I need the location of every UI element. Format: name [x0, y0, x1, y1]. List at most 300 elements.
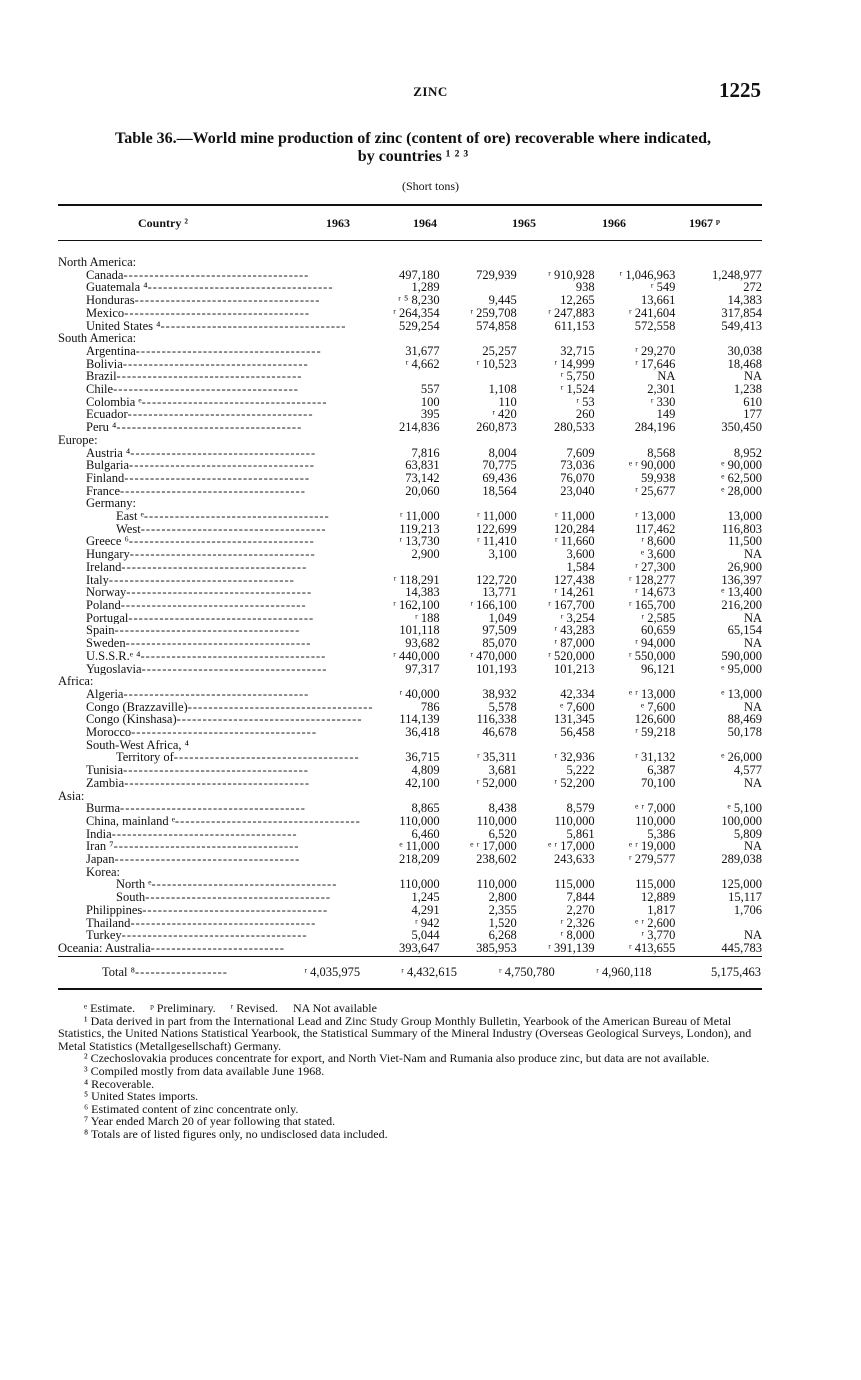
value-1964: ʳ 420: [492, 407, 517, 422]
country-name: Mexico: [86, 306, 125, 320]
country-name: France: [86, 484, 121, 498]
country-name: Italy: [86, 573, 109, 587]
value-1967: 1,706: [733, 902, 762, 917]
table-row: [58, 485, 762, 498]
value-1966: 5,386: [647, 826, 676, 841]
country-name: Norway: [86, 586, 127, 599]
value-1966: ʳ 94,000: [635, 636, 676, 651]
value-1967: 65,154: [727, 623, 762, 638]
value-1966: ʳ 14,673: [635, 585, 676, 600]
leader-dots: ------------------------------------: [114, 624, 301, 638]
value-1966: ᵉ ʳ 13,000: [628, 686, 676, 701]
value-1967: NA: [743, 547, 762, 562]
footnotes: [58, 1002, 766, 1141]
value-1966: 96,121: [641, 661, 676, 676]
table-row: [58, 561, 762, 574]
value-1967: NA: [743, 610, 762, 625]
table-row: [58, 650, 762, 663]
value-1966: ʳ 128,277: [628, 572, 676, 587]
country-cell: [58, 663, 374, 676]
value-1967: ᵉ 26,000: [721, 750, 762, 765]
value-1965: ʳ 87,000: [554, 636, 595, 651]
leader-dots: ------------------------------------: [123, 764, 309, 777]
table-row: [58, 675, 762, 688]
value-1964: ᵉ ʳ 17,000: [470, 839, 517, 854]
value-1967: 26,900: [727, 559, 762, 574]
value-1963: ᵉ 11,000: [399, 839, 440, 854]
value-1966: ʳ 59,218: [635, 725, 676, 740]
value-1965: 8,579: [566, 801, 595, 816]
country-cell: [58, 383, 374, 396]
country-cell: [58, 828, 374, 841]
table-title-line2: by countries ¹ ² ³: [357, 148, 469, 165]
leader-dots: ------------------------------------: [120, 484, 306, 498]
country-cell: [58, 459, 374, 472]
table-title: [58, 130, 768, 166]
value-1964: 5,578: [488, 699, 517, 714]
value-1965: 5,222: [566, 763, 595, 778]
country-cell: [58, 599, 374, 612]
value-1963: 31,677: [405, 343, 440, 358]
leader-dots: ------------------------------------: [129, 459, 315, 472]
country-name: Austria ⁴: [86, 446, 131, 460]
value-1963: 214,836: [398, 420, 440, 435]
value-1966: 572,558: [634, 318, 676, 333]
value-1963: [374, 561, 440, 574]
value-1966: ʳ 241,604: [628, 305, 676, 320]
value-1965: ʳ 53: [576, 394, 595, 409]
leader-dots: ------------------------------------: [116, 421, 303, 434]
value-1965: 115,000: [554, 877, 595, 892]
value-1963: 97,317: [405, 661, 440, 676]
value-1967: ᵉ 28,000: [721, 483, 762, 498]
value-1967: 15,117: [728, 890, 762, 905]
country-name: Finland: [86, 471, 125, 485]
country-name: U.S.S.R.ᵉ ⁴: [86, 649, 141, 663]
country-name: Europe:: [58, 433, 98, 447]
column-header-1967: 1967 ᵖ: [689, 216, 720, 230]
value-1966: NA: [657, 369, 676, 384]
country-cell: [58, 815, 374, 828]
value-1965: 42,334: [560, 686, 595, 701]
value-1964: 1,108: [488, 382, 517, 397]
value-1964: 729,939: [476, 267, 517, 282]
country-name: South America:: [58, 332, 137, 345]
column-header-1966: 1966: [602, 216, 626, 230]
country-name: Poland: [86, 598, 121, 612]
country-name: Congo (Kinshasa): [86, 713, 177, 727]
value-1967: ᵉ 13,000: [721, 686, 762, 701]
value-1966: 117,462: [635, 521, 676, 536]
value-1964: 6,268: [488, 928, 517, 943]
total-label-text: Total ⁸: [102, 965, 135, 979]
value-1966: ʳ 165,700: [628, 597, 676, 612]
country-name: Yugoslavia: [86, 662, 142, 676]
leader-dots: ------------------------------------: [120, 802, 306, 815]
table-subtitle: (Short tons): [402, 179, 459, 193]
value-1963: [374, 256, 440, 269]
value-1963: ʳ 162,100: [393, 597, 440, 612]
country-name: Zambia: [86, 776, 125, 790]
value-1965: 611,153: [554, 318, 595, 333]
value-1964: 574,858: [476, 318, 517, 333]
column-header-1965: 1965: [512, 216, 536, 230]
value-1966: 2,301: [647, 382, 676, 397]
value-1965: 3,600: [566, 547, 595, 562]
value-1965: ʳ 1,524: [560, 382, 595, 397]
value-1967: 1,238: [733, 382, 762, 397]
value-1963: ʳ 13,730: [399, 534, 440, 549]
header-top-rule: [58, 204, 762, 206]
country-name: Iran ⁷: [86, 840, 114, 854]
value-1967: NA: [743, 928, 762, 943]
value-1964: 8,004: [488, 445, 517, 460]
value-1965: ʳ 520,000: [548, 648, 595, 663]
table-row: [58, 294, 762, 307]
leader-dots: ------------------------------------: [131, 726, 317, 739]
table-row: [58, 307, 762, 320]
country-cell: [58, 777, 374, 790]
country-cell: [58, 332, 374, 345]
value-1965: 7,609: [566, 445, 595, 460]
value-1966: 70,100: [641, 775, 676, 790]
value-1964: 385,953: [476, 940, 517, 955]
value-1967: 177: [743, 407, 762, 422]
value-1967: 289,038: [721, 852, 762, 867]
value-1963: 110,000: [399, 877, 440, 892]
table-row: [58, 815, 762, 828]
country-cell: [58, 574, 374, 587]
value-1963: ʳ 118,291: [393, 572, 440, 587]
value-1967: 610: [743, 394, 762, 409]
value-1965: [517, 256, 595, 269]
country-name: Portugal: [86, 611, 129, 625]
value-1967: [675, 675, 762, 688]
country-cell: [58, 688, 374, 701]
leader-dots: ------------------------------------: [128, 535, 315, 549]
leader-dots: ------------------------------------: [120, 598, 307, 612]
value-1967: 116,803: [721, 521, 762, 536]
value-1967: NA: [743, 369, 762, 384]
value-1967: 8,952: [733, 445, 762, 460]
value-1966: [595, 434, 676, 447]
value-1964: 122,699: [476, 521, 517, 536]
leader-dots: ------------------------------------: [174, 814, 361, 828]
value-1964: ʳ 52,000: [476, 775, 517, 790]
value-1965: 127,438: [554, 572, 595, 587]
value-1964: 2,355: [488, 902, 517, 917]
leader-dots: ------------------------------------: [160, 319, 347, 333]
value-1967: [675, 434, 762, 447]
value-1963: 119,213: [399, 521, 440, 536]
country-cell: [58, 256, 374, 269]
country-name: North ᵉ: [116, 878, 152, 892]
total-label: Total ⁸------------------: [102, 965, 228, 979]
value-1963: 5,044: [411, 928, 440, 943]
country-name: Bulgaria: [86, 459, 130, 472]
value-1966: 60,659: [641, 623, 676, 638]
country-cell: [58, 840, 374, 853]
value-1967: 30,038: [727, 343, 762, 358]
footnote-3: ³ Compiled mostly from data available June 1968.: [84, 1063, 325, 1078]
table-body: [58, 256, 762, 955]
value-1963: 36,418: [405, 725, 440, 740]
value-1966: 13,661: [641, 293, 676, 308]
leader-dots: ------------------------------------: [123, 687, 310, 701]
value-1964: ʳ 10,523: [476, 356, 517, 371]
value-1964: 260,873: [476, 420, 517, 435]
table-row: [58, 320, 762, 333]
value-1964: 85,070: [482, 636, 517, 651]
value-1967: 1,248,977: [712, 267, 762, 282]
value-1964: 110,000: [476, 877, 517, 892]
value-1965: 101,213: [554, 661, 595, 676]
symbol-legend: ᵉ Estimate. ᵖ Preliminary. ʳ Revised. NA Not available: [84, 1001, 377, 1015]
country-cell: [58, 269, 374, 282]
value-1963: 36,715: [405, 750, 440, 765]
country-name: Colombia ᵉ: [86, 395, 142, 409]
table-row: [58, 764, 762, 777]
value-1964: ʳ 35,311: [477, 750, 517, 765]
total-row: [58, 964, 762, 981]
value-1964: 38,932: [482, 686, 517, 701]
value-1966: [595, 256, 676, 269]
value-1963: 110,000: [399, 813, 440, 828]
value-1963: 395: [420, 407, 440, 422]
value-1966: 59,938: [641, 470, 676, 485]
value-1967: 216,200: [721, 597, 762, 612]
value-1964: 3,681: [488, 763, 517, 778]
value-1967: 136,397: [721, 572, 762, 587]
production-table: [58, 256, 762, 955]
footnote-1: ¹ Data derived in part from the International Lead and Zinc Study Group Monthly Bulletin, Yearbook of the American Bureau of Metal Statistics, the United Nations Statistical Yearbook, the Statistical Summary of the Mineral Industry (Overseas Geological Surveys, London), and Metal Statistics (Metallgesellschaft) Germany.: [58, 1013, 752, 1053]
country-name: Ecuador: [86, 408, 128, 422]
value-1964: 1,520: [488, 915, 517, 930]
leader-dots: ------------------------------------: [151, 878, 338, 892]
table-row: [58, 510, 762, 523]
value-1967: [675, 256, 762, 269]
value-1967: 100,000: [721, 813, 762, 828]
leader-dots: ------------------------------------: [173, 751, 360, 765]
value-1964: 6,520: [488, 826, 517, 841]
country-cell: [58, 764, 374, 777]
value-1967: 11,500: [728, 534, 762, 549]
value-1966: 149: [656, 407, 676, 422]
value-1967: NA: [743, 839, 762, 854]
value-1964: ʳ 166,100: [470, 597, 517, 612]
value-1965: 243,633: [554, 852, 595, 867]
value-1965: 1,584: [566, 559, 595, 574]
leader-dots: ------------------------------------: [145, 891, 332, 904]
value-1967: 50,178: [727, 725, 762, 740]
value-1965: ʳ 247,883: [548, 305, 595, 320]
value-1963: 4,809: [411, 763, 440, 778]
country-name: Burma: [86, 802, 121, 815]
value-1963: [374, 675, 440, 688]
country-cell: [58, 675, 374, 688]
value-1964: [440, 675, 517, 688]
table-row: [58, 637, 762, 650]
value-1966: 284,196: [634, 420, 676, 435]
value-1964: 3,100: [488, 547, 517, 562]
country-name: Ireland: [86, 560, 122, 574]
table-row: [58, 434, 762, 447]
value-1963: 93,682: [405, 636, 440, 651]
footnote-7: ⁷ Year ended March 20 of year following that stated.: [84, 1114, 336, 1129]
table-row: [58, 777, 762, 790]
value-1965: 23,040: [560, 483, 595, 498]
country-cell: [58, 917, 374, 930]
leader-dots: ------------------------------------: [111, 827, 298, 841]
value-1965: ʳ 32,936: [554, 750, 595, 765]
value-1967: 88,469: [727, 712, 762, 727]
value-1965: ʳ 11,660: [554, 534, 595, 549]
country-name: Thailand: [86, 916, 131, 930]
table-row: [58, 853, 762, 866]
value-1967: ᵉ 13,400: [721, 585, 762, 600]
value-1964: 2,800: [488, 890, 517, 905]
country-cell: [58, 472, 374, 485]
total-1966: ʳ 4,960,118: [596, 965, 652, 979]
value-1967: 445,783: [721, 940, 762, 955]
value-1967: 13,000: [727, 509, 762, 524]
value-1965: ᵉ 7,600: [560, 699, 595, 714]
value-1966: ʳ 1,046,963: [619, 267, 676, 282]
country-cell: [58, 739, 374, 752]
value-1965: 76,070: [560, 470, 595, 485]
running-head: ZINC: [413, 84, 448, 99]
column-header-1964: 1964: [413, 216, 437, 230]
value-1967: 549,413: [721, 318, 762, 333]
country-name: West: [116, 522, 141, 536]
leader-dots: ------------------------------------: [187, 700, 374, 714]
value-1966: ʳ 13,000: [635, 509, 676, 524]
leader-dots: ------------------------------------: [130, 446, 317, 460]
value-1967: 317,854: [721, 305, 762, 320]
value-1966: 1,817: [647, 902, 676, 917]
country-cell: [58, 370, 374, 383]
country-name: North America:: [58, 256, 137, 269]
value-1966: ʳ 550,000: [628, 648, 676, 663]
leader-dots: ------------------------------------: [124, 776, 311, 790]
value-1963: 101,118: [399, 623, 440, 638]
country-cell: [58, 612, 374, 625]
value-1963: 8,865: [411, 801, 440, 816]
value-1965: ʳ 14,999: [554, 356, 595, 371]
value-1965: 7,844: [566, 890, 595, 905]
value-1965: [517, 675, 595, 688]
value-1964: 70,775: [482, 458, 517, 473]
leader-dots: ------------------------------------: [116, 370, 303, 384]
value-1963: ʳ 264,354: [393, 305, 440, 320]
leader-dots: ------------------------------------: [108, 573, 295, 587]
value-1963: 4,291: [411, 902, 440, 917]
country-name: Morocco: [86, 726, 132, 739]
value-1964: [440, 434, 517, 447]
value-1963: 7,816: [411, 445, 440, 460]
leader-dots: ------------------------------------: [126, 586, 313, 599]
country-cell: [58, 866, 374, 879]
value-1966: ᵉ ʳ 2,600: [635, 915, 676, 930]
value-1966: ʳ 25,677: [635, 483, 676, 498]
value-1965: ʳ 5,750: [560, 369, 595, 384]
table-bottom-rule: [58, 988, 762, 990]
value-1963: 73,142: [405, 470, 440, 485]
country-name: Greece ⁶: [86, 535, 129, 549]
leader-dots: ------------------------------------: [127, 408, 314, 422]
country-cell: [58, 485, 374, 498]
leader-dots: ------------------------------------: [114, 853, 301, 866]
value-1963: 114,139: [399, 712, 440, 727]
value-1963: ʳ ⁵ 8,230: [398, 293, 440, 308]
leader-dots: ------------------------------------: [121, 560, 308, 574]
country-cell: [58, 523, 374, 536]
value-1964: [440, 256, 517, 269]
value-1966: ʳ 2,585: [641, 610, 676, 625]
footnote-6: ⁶ Estimated content of zinc concentrate only.: [84, 1101, 299, 1116]
value-1966: ʳ 8,600: [641, 534, 676, 549]
value-1966: ʳ 279,577: [628, 852, 676, 867]
column-header-1963: 1963: [326, 216, 350, 230]
country-name: Chile: [86, 383, 114, 396]
total-top-rule: [58, 956, 762, 957]
country-name: India: [86, 827, 112, 841]
country-cell: [58, 345, 374, 358]
value-1966: 8,568: [647, 445, 676, 460]
country-cell: [58, 408, 374, 421]
value-1965: 131,345: [554, 712, 595, 727]
value-1963: ʳ 440,000: [393, 648, 440, 663]
value-1963: 557: [420, 382, 440, 397]
footnote-8: ⁸ Totals are of listed figures only, no undisclosed data included.: [84, 1126, 388, 1141]
header-bottom-rule: [58, 240, 762, 241]
table-row: [58, 256, 762, 269]
leader-dots: ------------------------------------: [122, 357, 309, 371]
footnote-5: ⁵ United States imports.: [84, 1089, 199, 1104]
country-name: South: [116, 891, 146, 904]
value-1964: 110,000: [476, 813, 517, 828]
value-1964: 97,509: [482, 623, 517, 638]
value-1967: NA: [743, 699, 762, 714]
country-cell: [58, 790, 374, 803]
value-1965: 12,265: [560, 293, 595, 308]
country-name: Canada: [86, 268, 124, 282]
country-cell: [58, 929, 374, 942]
table-row: [58, 345, 762, 358]
value-1966: ᵉ ʳ 90,000: [628, 458, 676, 473]
leader-dots: ------------------------------------: [113, 840, 300, 854]
value-1966: ʳ 413,655: [628, 940, 676, 955]
value-1964: 13,771: [482, 585, 517, 600]
value-1964: 122,720: [476, 572, 517, 587]
country-name: Africa:: [58, 675, 94, 688]
value-1963: [374, 434, 440, 447]
country-name: Argentina: [86, 344, 136, 358]
country-name: Brazil: [86, 370, 117, 384]
total-1963: ʳ 4,035,975: [304, 965, 361, 979]
value-1964: 110: [498, 394, 517, 409]
value-1967: ᵉ 5,100: [727, 801, 762, 816]
value-1963: 14,383: [405, 585, 440, 600]
table-title-line1: Table 36.—World mine production of zinc (content of ore) recoverable where indicated,: [115, 130, 711, 147]
value-1965: ʳ 43,283: [554, 623, 595, 638]
leader-dots: --------------------------: [150, 941, 285, 955]
country-name: East ᵉ: [116, 510, 144, 523]
value-1963: 1,289: [411, 280, 440, 295]
country-cell: [58, 802, 374, 815]
country-cell: [58, 358, 374, 371]
value-1967: 5,809: [733, 826, 762, 841]
